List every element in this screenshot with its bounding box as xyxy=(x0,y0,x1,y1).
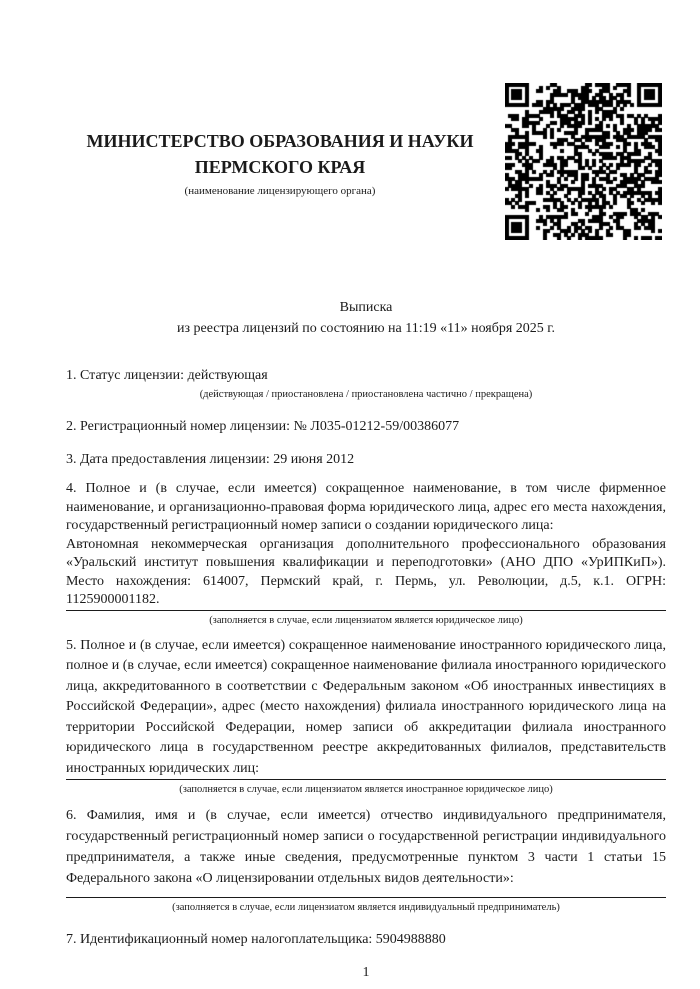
title-line2: из реестра лицензий по состоянию на 11:19 «11» ноября 2025 г. xyxy=(177,321,555,336)
item-7-taxpayer-number: 7. Идентификационный номер налогоплательщика: 5904988880 xyxy=(66,932,446,947)
item-1-license-status: 1. Статус лицензии: действующая xyxy=(66,368,268,383)
item-6-label: 6. Фамилия, имя и (в случае, если имеется) отчество индивидуального предпринимателя, государственный регистрационный номер записи о государственной регистрации индивидуального предпринимателя, а также иные сведения, предусмотренные пунктом 3 части 1 статьи 15 Федерального закона «О лицензировании отдельных видов деятельности»: xyxy=(66,808,666,886)
item-4-caption: (заполняется в случае, если лицензиатом является юридическое лицо) xyxy=(209,614,523,626)
licensing-authority-header xyxy=(66,128,494,199)
item-4-label: 4. Полное и (в случае, если имеется) сокращенное наименование, в том числе фирменное наименование, и организационно-правовая форма юридического лица, адрес его места нахождения, государственный регистрационный номер записи о создании юридического лица: xyxy=(66,481,666,533)
item-5-caption: (заполняется в случае, если лицензиатом является иностранное юридическое лицо) xyxy=(179,784,553,795)
item-1-caption: (действующая / приостановлена / приостановлена частично / прекращена) xyxy=(199,389,533,400)
item-6-entrepreneur-block xyxy=(66,805,666,898)
item-3-grant-date: 3. Дата предоставления лицензии: 29 июня 2012 xyxy=(66,452,355,467)
item-4-legal-entity-block xyxy=(66,480,666,611)
qr-code-image xyxy=(505,83,662,240)
authority-caption: (наименование лицензирующего органа) xyxy=(184,185,376,197)
item-4-value: Автономная некоммерческая организация дополнительного профессионального образования «Уральский институт повышения квалификации и переподготовки» (АНО ДПО «УрИПКиП»). Место нахождения: 614007, Пермский край, г. Пермь, ул. Революции, д.5, к.1. ОГРН: 1125900001182. xyxy=(66,536,666,607)
document-body xyxy=(66,297,666,983)
authority-name-line1: МИНИСТЕРСТВО ОБРАЗОВАНИЯ И НАУКИ xyxy=(86,131,474,151)
item-6-caption: (заполняется в случае, если лицензиатом является индивидуальный предприниматель) xyxy=(172,902,560,913)
document-title xyxy=(66,297,666,339)
item-5-label: 5. Полное и (в случае, если имеется) сокращенное наименование иностранного юридического лица, полное и (в случае, если имеется) сокращенное наименование филиала иностранного юридического лица, аккредитованного в соответствии с Федеральным законом «Об иностранных инвестициях в Российской Федерации», адрес (место нахождения) филиала иностранного юридического лица на территории Российской Федерации, номер записи об аккредитации филиала иностранного юридического лица в государственном реестре аккредитованных филиалов, представительств иностранных юридических лиц: xyxy=(66,637,666,776)
title-line1: Выписка xyxy=(339,300,393,315)
item-2-registration-number: 2. Регистрационный номер лицензии: № Л035-01212-59/00386077 xyxy=(66,419,460,434)
item-5-foreign-entity-block xyxy=(66,636,666,781)
authority-name-line2: ПЕРМСКОГО КРАЯ xyxy=(194,157,366,177)
page-number: 1 xyxy=(362,965,370,980)
